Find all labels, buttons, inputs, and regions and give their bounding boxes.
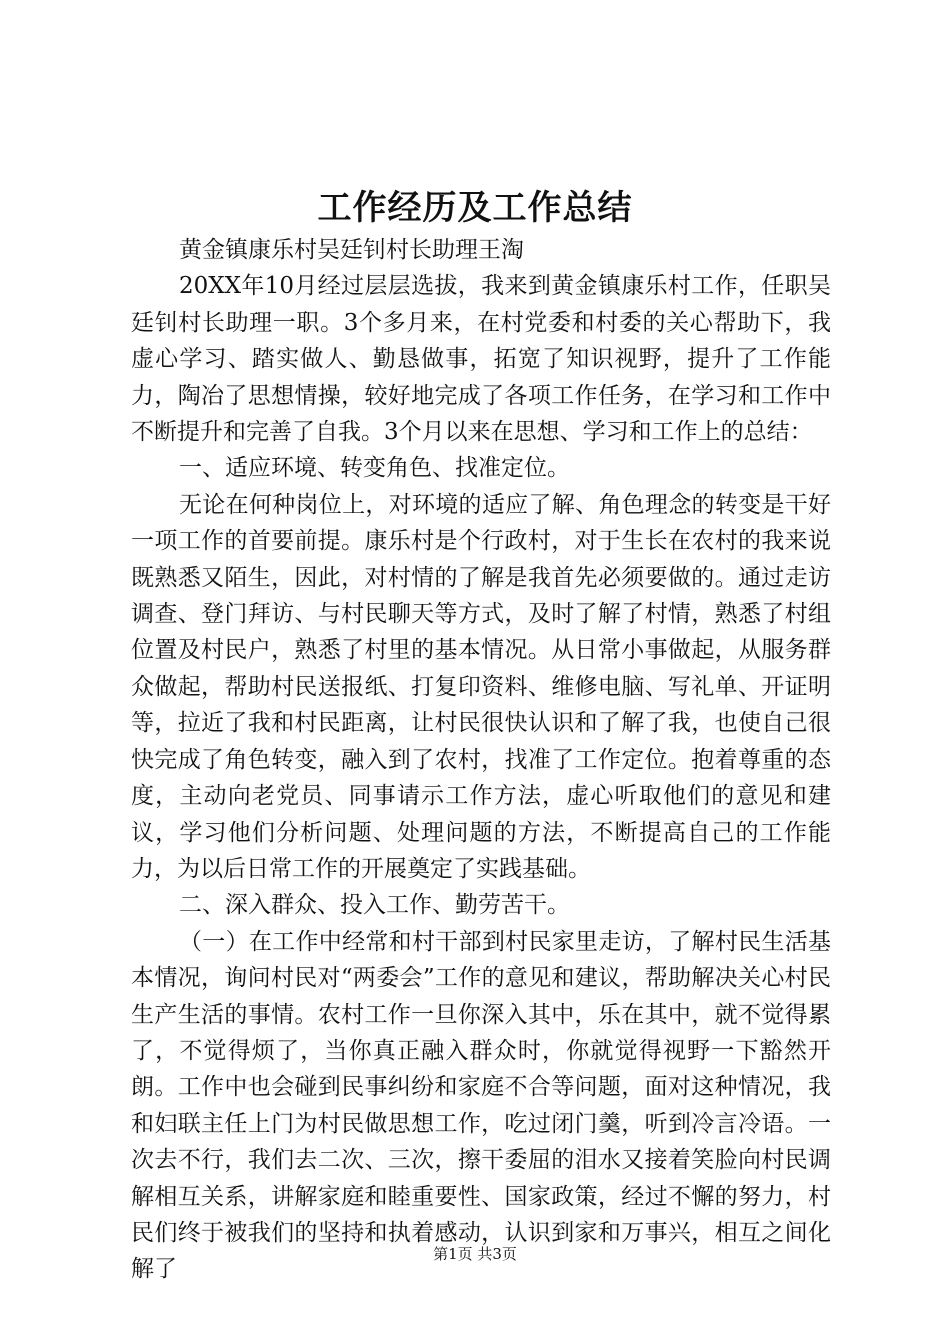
author-line: 黄金镇康乐村吴廷钊村长助理王淘 xyxy=(179,237,524,263)
page-footer: 第1页 共3页 xyxy=(433,1245,517,1263)
section-1-paragraph: 无论在何种岗位上，对环境的适应了解、角色理念的转变是干好一项工作的首要前提。康乐村是个行政村，对于生长在农村的我来说既熟悉又陌生，因此，对村情的了解是我首先必须要做的。通过走访调查、登门拜访、与村民聊天等方式，及时了解了村情，熟悉了村组位置及村民户，熟悉了村里的基本情况。从日常小事做起，从服务群众做起，帮助村民送报纸、打复印资料、维修电脑、写礼单、开证明等，拉近了我和村民距离，让村民很快认识和了解了我，也使自己很快完成了角色转变，融入到了农村，找准了工作定位。抱着尊重的态度，主动向老党员、同事请示工作方法，虚心听取他们的意见和建议，学习他们分析问题、处理问题的方法，不断提高自己的工作能力，为以后日常工作的开展奠定了实践基础。 xyxy=(131,491,831,882)
section-heading-2: 二、深入群众、投入工作、勤劳苦干。 xyxy=(179,892,570,919)
document-title: 工作经历及工作总结 xyxy=(317,188,633,228)
section-2-paragraph: （一）在工作中经常和村干部到村民家里走访，了解村民生活基本情况，询问村民对“两委会”工作的意见和建议，帮助解决关心村民生产生活的事情。农村工作一旦你深入其中，乐在其中，就不觉得累了，不觉得烦了，当你真正融入群众时，你就觉得视野一下豁然开朗。工作中也会碰到民事纠纷和家庭不合等问题，面对这种情况，我和妇联主任上门为村民做思想工作，吃过闭门羹，听到冷言冷语。一次去不行，我们去二次、三次，擦干委屈的泪水又接着笑脸向村民调解相互关系，讲解家庭和睦重要性、国家政策，经过不懈的努力，村民们终于被我们的坚持和执着感动，认识到家和万事兴，相互之间化解了 xyxy=(131,928,831,1283)
section-heading-1: 一、适应环境、转变角色、找准定位。 xyxy=(179,455,570,482)
intro-paragraph: 20XX年10月经过层层选拔，我来到黄金镇康乐村工作，任职吴廷钊村长助理一职。3个多月来，在村党委和村委的关心帮助下，我虚心学习、踏实做人、勤恳做事，拓宽了知识视野，提升了工作能力，陶冶了思想情操，较好地完成了各项工作任务，在学习和工作中不断提升和完善了自我。3个月以来在思想、学习和工作上的总结： xyxy=(131,273,831,446)
document-body xyxy=(131,232,831,1288)
